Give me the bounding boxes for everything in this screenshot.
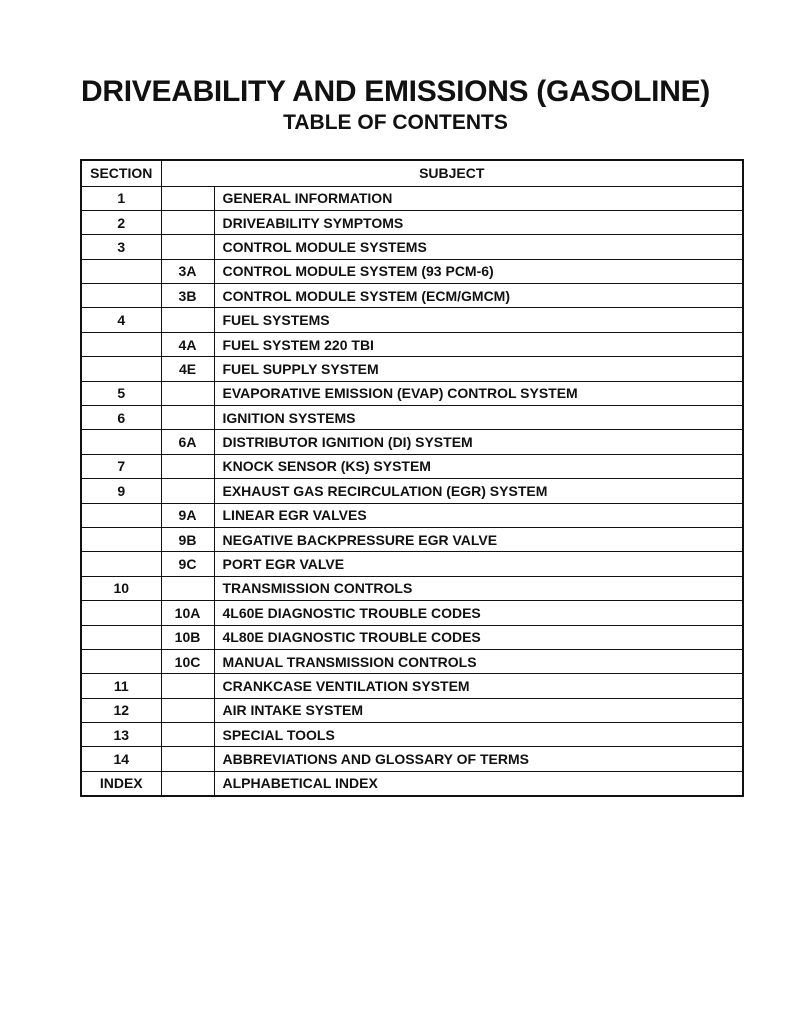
subsection-number: 3B bbox=[161, 284, 214, 308]
section-number: 13 bbox=[81, 723, 161, 747]
subsection-number: 10A bbox=[161, 601, 214, 625]
table-row bbox=[81, 503, 743, 527]
table-row bbox=[81, 357, 743, 381]
subsection-number: 9A bbox=[161, 503, 214, 527]
contents-table bbox=[80, 159, 744, 797]
table-row bbox=[81, 649, 743, 673]
section-number bbox=[81, 625, 161, 649]
section-number: 14 bbox=[81, 747, 161, 771]
section-number: 2 bbox=[81, 210, 161, 234]
subject-title: FUEL SUPPLY SYSTEM bbox=[214, 357, 743, 381]
table-row bbox=[81, 332, 743, 356]
subject-title: GENERAL INFORMATION bbox=[214, 186, 743, 210]
subsection-number: 9B bbox=[161, 527, 214, 551]
section-number bbox=[81, 284, 161, 308]
subsection-number: 10C bbox=[161, 649, 214, 673]
section-number: 5 bbox=[81, 381, 161, 405]
page-title: DRIVEABILITY AND EMISSIONS (GASOLINE) bbox=[81, 75, 710, 108]
section-number: 12 bbox=[81, 698, 161, 722]
section-number bbox=[81, 357, 161, 381]
section-number bbox=[81, 552, 161, 576]
section-number: 11 bbox=[81, 674, 161, 698]
table-row bbox=[81, 235, 743, 259]
section-number bbox=[81, 649, 161, 673]
subject-title: EXHAUST GAS RECIRCULATION (EGR) SYSTEM bbox=[214, 479, 743, 503]
section-number: INDEX bbox=[81, 771, 161, 795]
table-row bbox=[81, 625, 743, 649]
table-row bbox=[81, 747, 743, 771]
subject-title: AIR INTAKE SYSTEM bbox=[214, 698, 743, 722]
table-row bbox=[81, 284, 743, 308]
subject-title: KNOCK SENSOR (KS) SYSTEM bbox=[214, 454, 743, 478]
subsection-number bbox=[161, 235, 214, 259]
table-row bbox=[81, 527, 743, 551]
subject-title: ABBREVIATIONS AND GLOSSARY OF TERMS bbox=[214, 747, 743, 771]
table-row bbox=[81, 479, 743, 503]
subject-title: FUEL SYSTEM 220 TBI bbox=[214, 332, 743, 356]
subsection-number bbox=[161, 747, 214, 771]
contents-table-body bbox=[81, 186, 743, 796]
subject-title: MANUAL TRANSMISSION CONTROLS bbox=[214, 649, 743, 673]
subject-title: DISTRIBUTOR IGNITION (DI) SYSTEM bbox=[214, 430, 743, 454]
subsection-number: 9C bbox=[161, 552, 214, 576]
section-number: 9 bbox=[81, 479, 161, 503]
table-row bbox=[81, 259, 743, 283]
subject-title: ALPHABETICAL INDEX bbox=[214, 771, 743, 795]
section-number: 3 bbox=[81, 235, 161, 259]
table-row bbox=[81, 698, 743, 722]
section-number: 4 bbox=[81, 308, 161, 332]
section-number bbox=[81, 503, 161, 527]
subject-title: PORT EGR VALVE bbox=[214, 552, 743, 576]
subject-title: TRANSMISSION CONTROLS bbox=[214, 576, 743, 600]
table-row bbox=[81, 674, 743, 698]
section-number bbox=[81, 527, 161, 551]
subsection-number bbox=[161, 723, 214, 747]
section-number bbox=[81, 259, 161, 283]
subsection-number bbox=[161, 406, 214, 430]
subject-title: 4L60E DIAGNOSTIC TROUBLE CODES bbox=[214, 601, 743, 625]
subject-title: IGNITION SYSTEMS bbox=[214, 406, 743, 430]
subsection-number bbox=[161, 576, 214, 600]
subsection-number: 3A bbox=[161, 259, 214, 283]
table-row bbox=[81, 381, 743, 405]
subject-title: 4L80E DIAGNOSTIC TROUBLE CODES bbox=[214, 625, 743, 649]
subsection-number bbox=[161, 186, 214, 210]
subsection-number: 4E bbox=[161, 357, 214, 381]
subject-title: EVAPORATIVE EMISSION (EVAP) CONTROL SYSTEM bbox=[214, 381, 743, 405]
table-row bbox=[81, 771, 743, 795]
subject-title: NEGATIVE BACKPRESSURE EGR VALVE bbox=[214, 527, 743, 551]
subject-title: CONTROL MODULE SYSTEM (93 PCM-6) bbox=[214, 259, 743, 283]
subsection-number: 4A bbox=[161, 332, 214, 356]
subject-title: DRIVEABILITY SYMPTOMS bbox=[214, 210, 743, 234]
table-row bbox=[81, 186, 743, 210]
section-number bbox=[81, 601, 161, 625]
table-row bbox=[81, 406, 743, 430]
subsection-number bbox=[161, 698, 214, 722]
subject-title: LINEAR EGR VALVES bbox=[214, 503, 743, 527]
subject-title: FUEL SYSTEMS bbox=[214, 308, 743, 332]
subsection-number bbox=[161, 210, 214, 234]
table-row bbox=[81, 576, 743, 600]
section-number: 1 bbox=[81, 186, 161, 210]
table-header-row bbox=[81, 160, 743, 186]
table-row bbox=[81, 601, 743, 625]
subject-title: CRANKCASE VENTILATION SYSTEM bbox=[214, 674, 743, 698]
table-row bbox=[81, 723, 743, 747]
section-number bbox=[81, 332, 161, 356]
subsection-number bbox=[161, 308, 214, 332]
subsection-number bbox=[161, 674, 214, 698]
section-number bbox=[81, 430, 161, 454]
subject-title: SPECIAL TOOLS bbox=[214, 723, 743, 747]
subsection-number bbox=[161, 479, 214, 503]
header-section: SECTION bbox=[81, 160, 161, 186]
subsection-number bbox=[161, 381, 214, 405]
table-row bbox=[81, 308, 743, 332]
subsection-number: 10B bbox=[161, 625, 214, 649]
table-row bbox=[81, 210, 743, 234]
subject-title: CONTROL MODULE SYSTEMS bbox=[214, 235, 743, 259]
subsection-number bbox=[161, 454, 214, 478]
header-subject: SUBJECT bbox=[161, 160, 743, 186]
section-number: 7 bbox=[81, 454, 161, 478]
subsection-number: 6A bbox=[161, 430, 214, 454]
subsection-number bbox=[161, 771, 214, 795]
section-number: 6 bbox=[81, 406, 161, 430]
section-number: 10 bbox=[81, 576, 161, 600]
page-subtitle: TABLE OF CONTENTS bbox=[283, 111, 508, 134]
table-row bbox=[81, 430, 743, 454]
table-row bbox=[81, 552, 743, 576]
subject-title: CONTROL MODULE SYSTEM (ECM/GMCM) bbox=[214, 284, 743, 308]
table-row bbox=[81, 454, 743, 478]
